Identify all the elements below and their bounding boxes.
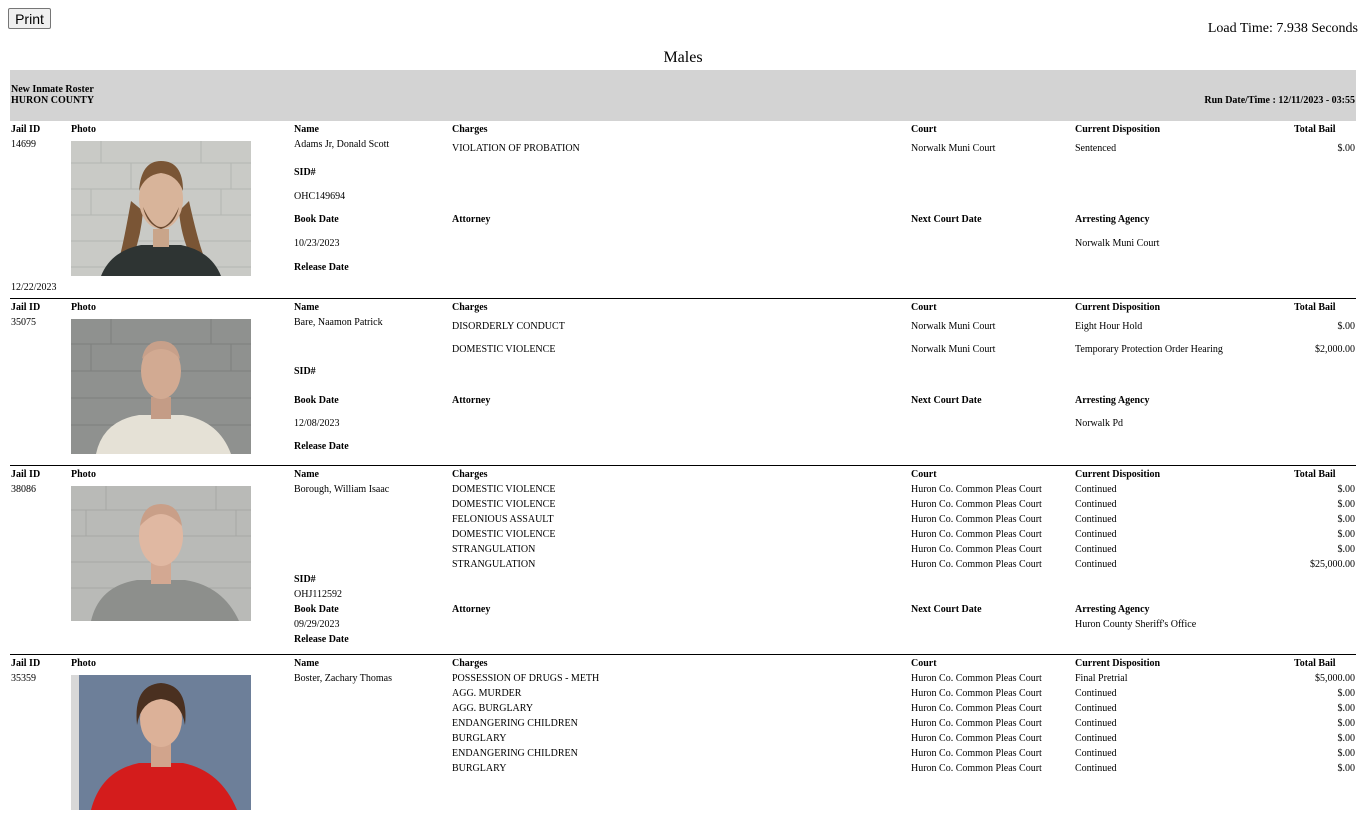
disposition-label: Current Disposition <box>1075 302 1161 313</box>
release-date-label: Release Date <box>294 441 349 452</box>
jail-id-label: Jail ID <box>11 658 41 669</box>
charge: DOMESTIC VIOLENCE <box>452 484 556 495</box>
release-date-label: Release Date <box>294 634 349 645</box>
mugshot-photo <box>71 486 251 621</box>
charge-disposition: Continued <box>1075 703 1117 714</box>
charge: BURGLARY <box>452 763 507 774</box>
jail-id: 35075 <box>11 317 36 328</box>
inmate-name: Borough, William Isaac <box>294 484 390 495</box>
charge-bail: $.00 <box>1337 703 1355 714</box>
charge-disposition: Continued <box>1075 529 1117 540</box>
charge: STRANGULATION <box>452 559 536 570</box>
charges-label: Charges <box>452 302 488 313</box>
charge-disposition: Temporary Protection Order Hearing <box>1075 344 1223 355</box>
charge-bail: $.00 <box>1337 529 1355 540</box>
print-button[interactable]: Print <box>8 8 51 29</box>
charge-disposition: Continued <box>1075 544 1117 555</box>
disposition-label: Current Disposition <box>1075 658 1161 669</box>
jail-id-label: Jail ID <box>11 124 41 135</box>
jail-id-label: Jail ID <box>11 469 41 480</box>
report-title: New Inmate Roster <box>11 84 94 95</box>
charge-court: Huron Co. Common Pleas Court <box>911 763 1042 774</box>
charge-bail: $.00 <box>1337 688 1355 699</box>
charge: FELONIOUS ASSAULT <box>452 514 554 525</box>
charge: DOMESTIC VIOLENCE <box>452 529 556 540</box>
next-court-date-label: Next Court Date <box>911 395 982 406</box>
arresting-agency: Norwalk Pd <box>1075 418 1124 429</box>
jail-id: 35359 <box>11 673 36 684</box>
arresting-agency-label: Arresting Agency <box>1075 395 1150 406</box>
inmate-record <box>10 124 1356 299</box>
charge: ENDANGERING CHILDREN <box>452 748 578 759</box>
charge-bail: $.00 <box>1337 763 1355 774</box>
charge-disposition: Continued <box>1075 514 1117 525</box>
mugshot-photo <box>71 141 251 276</box>
charge-court: Huron Co. Common Pleas Court <box>911 544 1042 555</box>
charge-disposition: Continued <box>1075 688 1117 699</box>
section-title: Males <box>663 49 703 66</box>
charge-court: Huron Co. Common Pleas Court <box>911 484 1042 495</box>
charge-court: Huron Co. Common Pleas Court <box>911 559 1042 570</box>
charge-bail: $25,000.00 <box>1310 559 1355 570</box>
photo-label: Photo <box>71 658 96 669</box>
charge-bail: $.00 <box>1337 718 1355 729</box>
record-divider <box>10 298 1356 299</box>
next-court-date-label: Next Court Date <box>911 214 982 225</box>
sid-label: SID# <box>294 574 316 585</box>
next-court-date-label: Next Court Date <box>911 604 982 615</box>
charge: VIOLATION OF PROBATION <box>452 143 580 154</box>
total-bail-label: Total Bail <box>1294 658 1336 669</box>
charge-bail: $.00 <box>1337 748 1355 759</box>
charge-court: Norwalk Muni Court <box>911 344 996 355</box>
charge: DOMESTIC VIOLENCE <box>452 344 556 355</box>
charge: POSSESSION OF DRUGS - METH <box>452 673 600 684</box>
charge-disposition: Continued <box>1075 559 1117 570</box>
sid-value: OHJ112592 <box>294 589 342 600</box>
photo-label: Photo <box>71 469 96 480</box>
charge-court: Huron Co. Common Pleas Court <box>911 673 1042 684</box>
book-date-label: Book Date <box>294 604 339 615</box>
charge-disposition: Continued <box>1075 748 1117 759</box>
arresting-agency-label: Arresting Agency <box>1075 214 1150 225</box>
jail-id: 38086 <box>11 484 36 495</box>
charges-label: Charges <box>452 469 488 480</box>
charge-court: Huron Co. Common Pleas Court <box>911 688 1042 699</box>
release-date-label: Release Date <box>294 262 349 273</box>
disposition-label: Current Disposition <box>1075 469 1161 480</box>
report-header <box>10 70 1356 121</box>
name-label: Name <box>294 658 319 669</box>
charge-disposition: Eight Hour Hold <box>1075 321 1143 332</box>
charge-bail: $2,000.00 <box>1315 344 1355 355</box>
total-bail-label: Total Bail <box>1294 124 1336 135</box>
charge: DOMESTIC VIOLENCE <box>452 499 556 510</box>
court-label: Court <box>911 469 937 480</box>
charge-court: Norwalk Muni Court <box>911 321 996 332</box>
inmate-name: Adams Jr, Donald Scott <box>294 139 390 150</box>
charge-court: Huron Co. Common Pleas Court <box>911 514 1042 525</box>
charge: DISORDERLY CONDUCT <box>452 321 565 332</box>
attorney-label: Attorney <box>452 604 491 615</box>
photo-label: Photo <box>71 124 96 135</box>
charge-disposition: Final Pretrial <box>1075 673 1128 684</box>
load-time: Load Time: 7.938 Seconds <box>1207 21 1358 36</box>
charge-court: Huron Co. Common Pleas Court <box>911 529 1042 540</box>
charge: BURGLARY <box>452 733 507 744</box>
charge-court: Huron Co. Common Pleas Court <box>911 718 1042 729</box>
charge: STRANGULATION <box>452 544 536 555</box>
attorney-label: Attorney <box>452 214 491 225</box>
inmate-record <box>10 658 1356 774</box>
mugshot-photo <box>71 675 251 810</box>
release-date: 12/22/2023 <box>11 282 57 293</box>
name-label: Name <box>294 469 319 480</box>
charge-bail: $.00 <box>1337 321 1355 332</box>
charge: AGG. BURGLARY <box>452 703 534 714</box>
charge-court: Norwalk Muni Court <box>911 143 996 154</box>
attorney-label: Attorney <box>452 395 491 406</box>
charge-disposition: Continued <box>1075 718 1117 729</box>
mugshot-photo <box>71 319 251 454</box>
sid-label: SID# <box>294 366 316 377</box>
total-bail-label: Total Bail <box>1294 469 1336 480</box>
book-date: 09/29/2023 <box>294 619 340 630</box>
arresting-agency: Norwalk Muni Court <box>1075 238 1160 249</box>
name-label: Name <box>294 302 319 313</box>
photo-label: Photo <box>71 302 96 313</box>
charge-bail: $5,000.00 <box>1315 673 1355 684</box>
charge-court: Huron Co. Common Pleas Court <box>911 499 1042 510</box>
book-date: 10/23/2023 <box>294 238 340 249</box>
sid-label: SID# <box>294 167 316 178</box>
charge-disposition: Continued <box>1075 499 1117 510</box>
disposition-label: Current Disposition <box>1075 124 1161 135</box>
jail-id: 14699 <box>11 139 36 150</box>
charge-bail: $.00 <box>1337 484 1355 495</box>
charges-label: Charges <box>452 658 488 669</box>
book-date-label: Book Date <box>294 214 339 225</box>
arresting-agency-label: Arresting Agency <box>1075 604 1150 615</box>
report-county: HURON COUNTY <box>11 95 95 106</box>
charge-court: Huron Co. Common Pleas Court <box>911 748 1042 759</box>
total-bail-label: Total Bail <box>1294 302 1336 313</box>
charge-bail: $.00 <box>1337 544 1355 555</box>
inmate-name: Bare, Naamon Patrick <box>294 317 383 328</box>
arresting-agency: Huron County Sheriff's Office <box>1075 619 1197 630</box>
charge-bail: $.00 <box>1337 733 1355 744</box>
record-divider <box>10 654 1356 655</box>
charge-disposition: Continued <box>1075 484 1117 495</box>
charges-label: Charges <box>452 124 488 135</box>
jail-id-label: Jail ID <box>11 302 41 313</box>
record-divider <box>10 465 1356 466</box>
book-date-label: Book Date <box>294 395 339 406</box>
inmate-record <box>10 302 1356 466</box>
charge-disposition: Continued <box>1075 763 1117 774</box>
run-date: Run Date/Time : 12/11/2023 - 03:55 <box>1204 95 1355 106</box>
charge-court: Huron Co. Common Pleas Court <box>911 733 1042 744</box>
sid-value: OHC149694 <box>294 191 346 202</box>
charge: ENDANGERING CHILDREN <box>452 718 578 729</box>
book-date: 12/08/2023 <box>294 418 340 429</box>
court-label: Court <box>911 124 937 135</box>
charge: AGG. MURDER <box>452 688 522 699</box>
name-label: Name <box>294 124 319 135</box>
inmate-record <box>10 469 1356 655</box>
charge-bail: $.00 <box>1337 499 1355 510</box>
court-label: Court <box>911 302 937 313</box>
charge-bail: $.00 <box>1337 514 1355 525</box>
report-title-block <box>11 84 94 106</box>
court-label: Court <box>911 658 937 669</box>
charge-disposition: Continued <box>1075 733 1117 744</box>
inmate-name: Boster, Zachary Thomas <box>294 673 392 684</box>
charge-court: Huron Co. Common Pleas Court <box>911 703 1042 714</box>
charge-disposition: Sentenced <box>1075 143 1117 154</box>
charge-bail: $.00 <box>1337 143 1355 154</box>
